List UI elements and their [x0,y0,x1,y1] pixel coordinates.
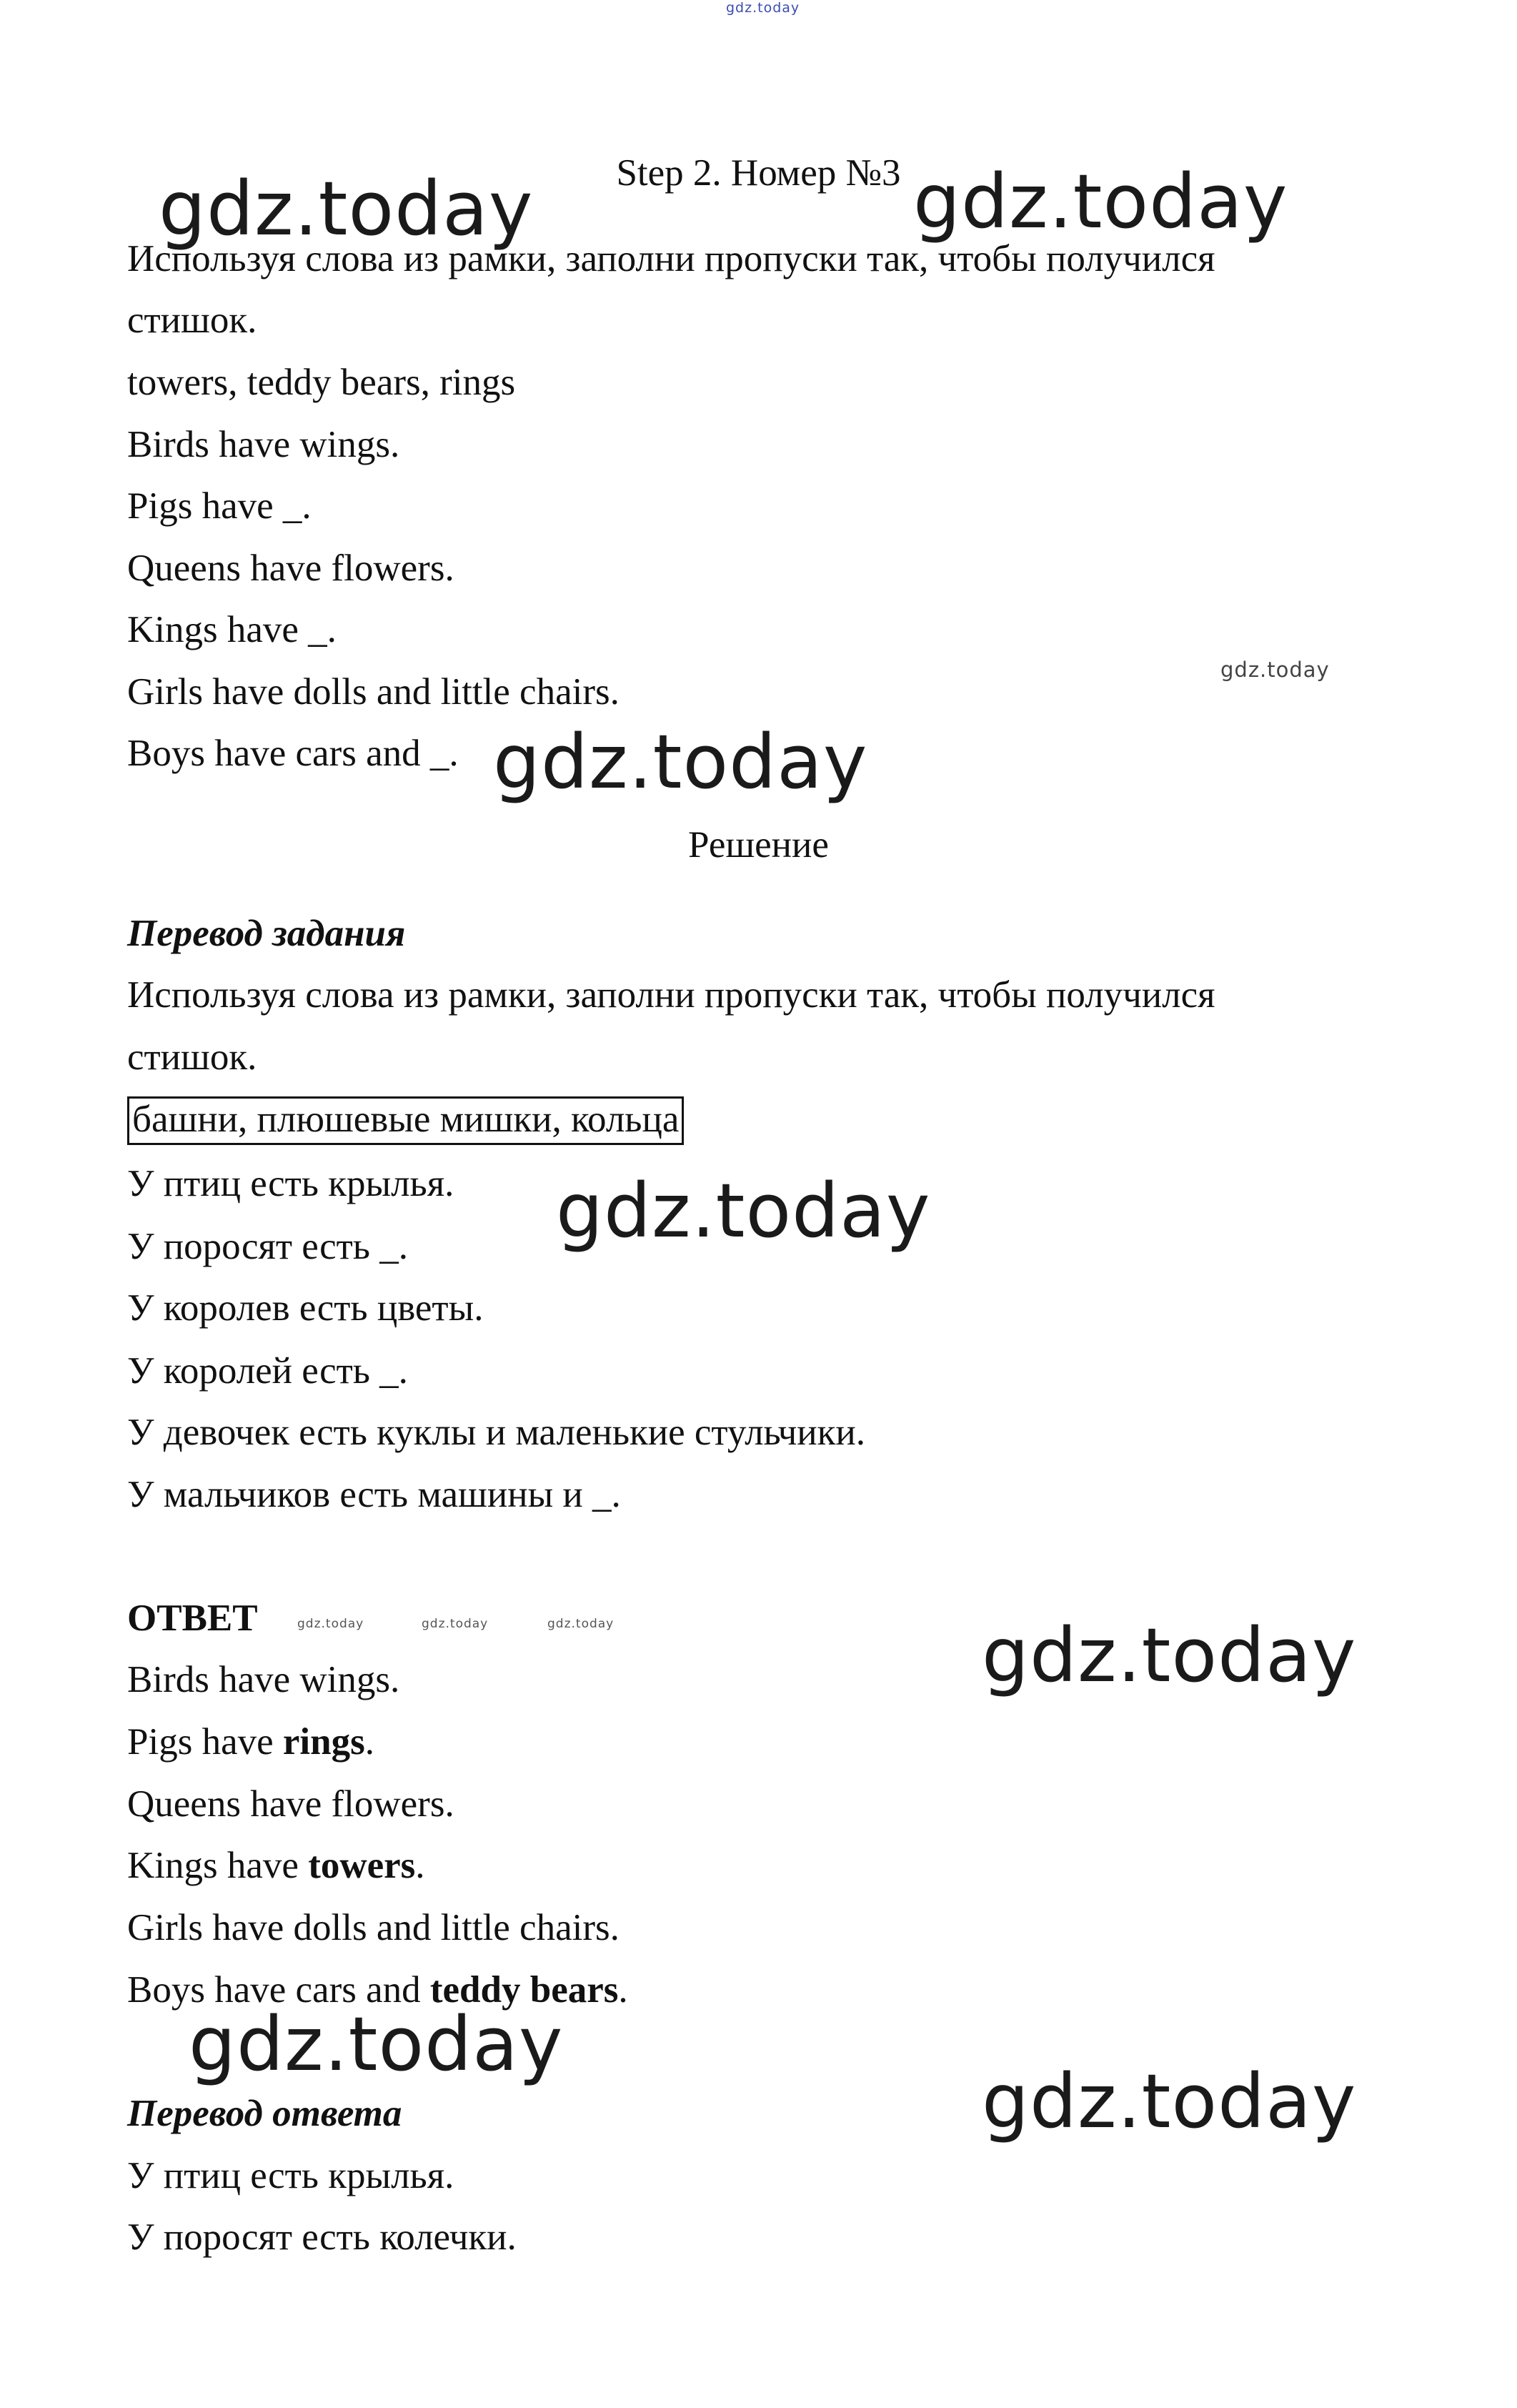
task-line-4: Kings have _. [127,609,337,650]
watermark-11: gdz.today [982,2058,1357,2145]
answer-line-2-prefix: Pigs have [127,1721,283,1763]
task-instruction-line1: Используя слова из рамки, заполни пропуски так, чтобы получился [127,238,1215,279]
translation-heading: Перевод задания [127,913,406,954]
watermark-3: gdz.today [1220,658,1330,682]
answer-translation-line-2: У поросят есть колечки. [127,2216,517,2258]
page-title: Step 2. Номер №3 [616,152,901,194]
watermark-10: gdz.today [189,2001,564,2088]
answer-heading: ОТВЕТ [127,1597,258,1639]
watermark-9: gdz.today [982,1612,1357,1699]
task-line-5: Girls have dolls and little chairs. [127,671,620,713]
watermark-1: gdz.today [159,165,534,252]
answer-translation-line-1: У птиц есть крылья. [127,2155,454,2196]
solution-line-3: У королев есть цветы. [127,1287,484,1329]
solution-line-6: У мальчиков есть машины и _. [127,1474,621,1515]
watermark-6: gdz.today [297,1617,364,1631]
answer-translation-heading: Перевод ответа [127,2093,402,2134]
solution-line-2: У поросят есть _. [127,1226,408,1267]
answer-line-3: Queens have flowers. [127,1783,454,1825]
answer-line-1: Birds have wings. [127,1659,400,1700]
word-box-frame: башни, плюшевые мишки, кольца [127,1096,684,1145]
task-line-1: Birds have wings. [127,424,400,465]
task-instruction-line2: стишок. [127,299,257,341]
watermark-5: gdz.today [556,1167,931,1254]
answer-line-6 [127,1967,628,2013]
task-line-3: Queens have flowers. [127,548,454,589]
solution-line-1: У птиц есть крылья. [127,1163,454,1204]
watermark-top: gdz.today [726,0,800,16]
watermark-7: gdz.today [422,1617,489,1631]
solution-line-4: У королей есть _. [127,1350,408,1392]
answer-line-5: Girls have dolls and little chairs. [127,1907,620,1948]
solution-heading: Решение [688,824,829,866]
task-line-6: Boys have cars and _. [127,733,459,774]
watermark-8: gdz.today [547,1617,615,1631]
watermark-2: gdz.today [913,158,1288,245]
answer-line-6-prefix: Boys have cars and [127,1969,430,2011]
answer-word-rings: rings [282,1721,365,1763]
answer-word-teddy-bears: teddy bears [429,1969,619,2011]
answer-word-towers: towers [308,1845,416,1886]
answer-line-4 [127,1843,425,1888]
solution-line-5: У девочек есть куклы и маленькие стульчики. [127,1412,866,1453]
solution-word-box [127,1096,684,1142]
answer-line-6-suffix: . [618,1969,628,2011]
watermark-4: gdz.today [493,718,868,806]
answer-line-2-suffix: . [364,1721,374,1763]
answer-line-4-prefix: Kings have [127,1845,309,1886]
answer-line-4-suffix: . [415,1845,425,1886]
task-line-2: Pigs have _. [127,485,312,527]
task-word-box: towers, teddy bears, rings [127,362,516,403]
solution-instruction-line1: Используя слова из рамки, заполни пропуски так, чтобы получился [127,974,1215,1016]
answer-line-2 [127,1719,374,1765]
solution-instruction-line2: стишок. [127,1036,257,1078]
